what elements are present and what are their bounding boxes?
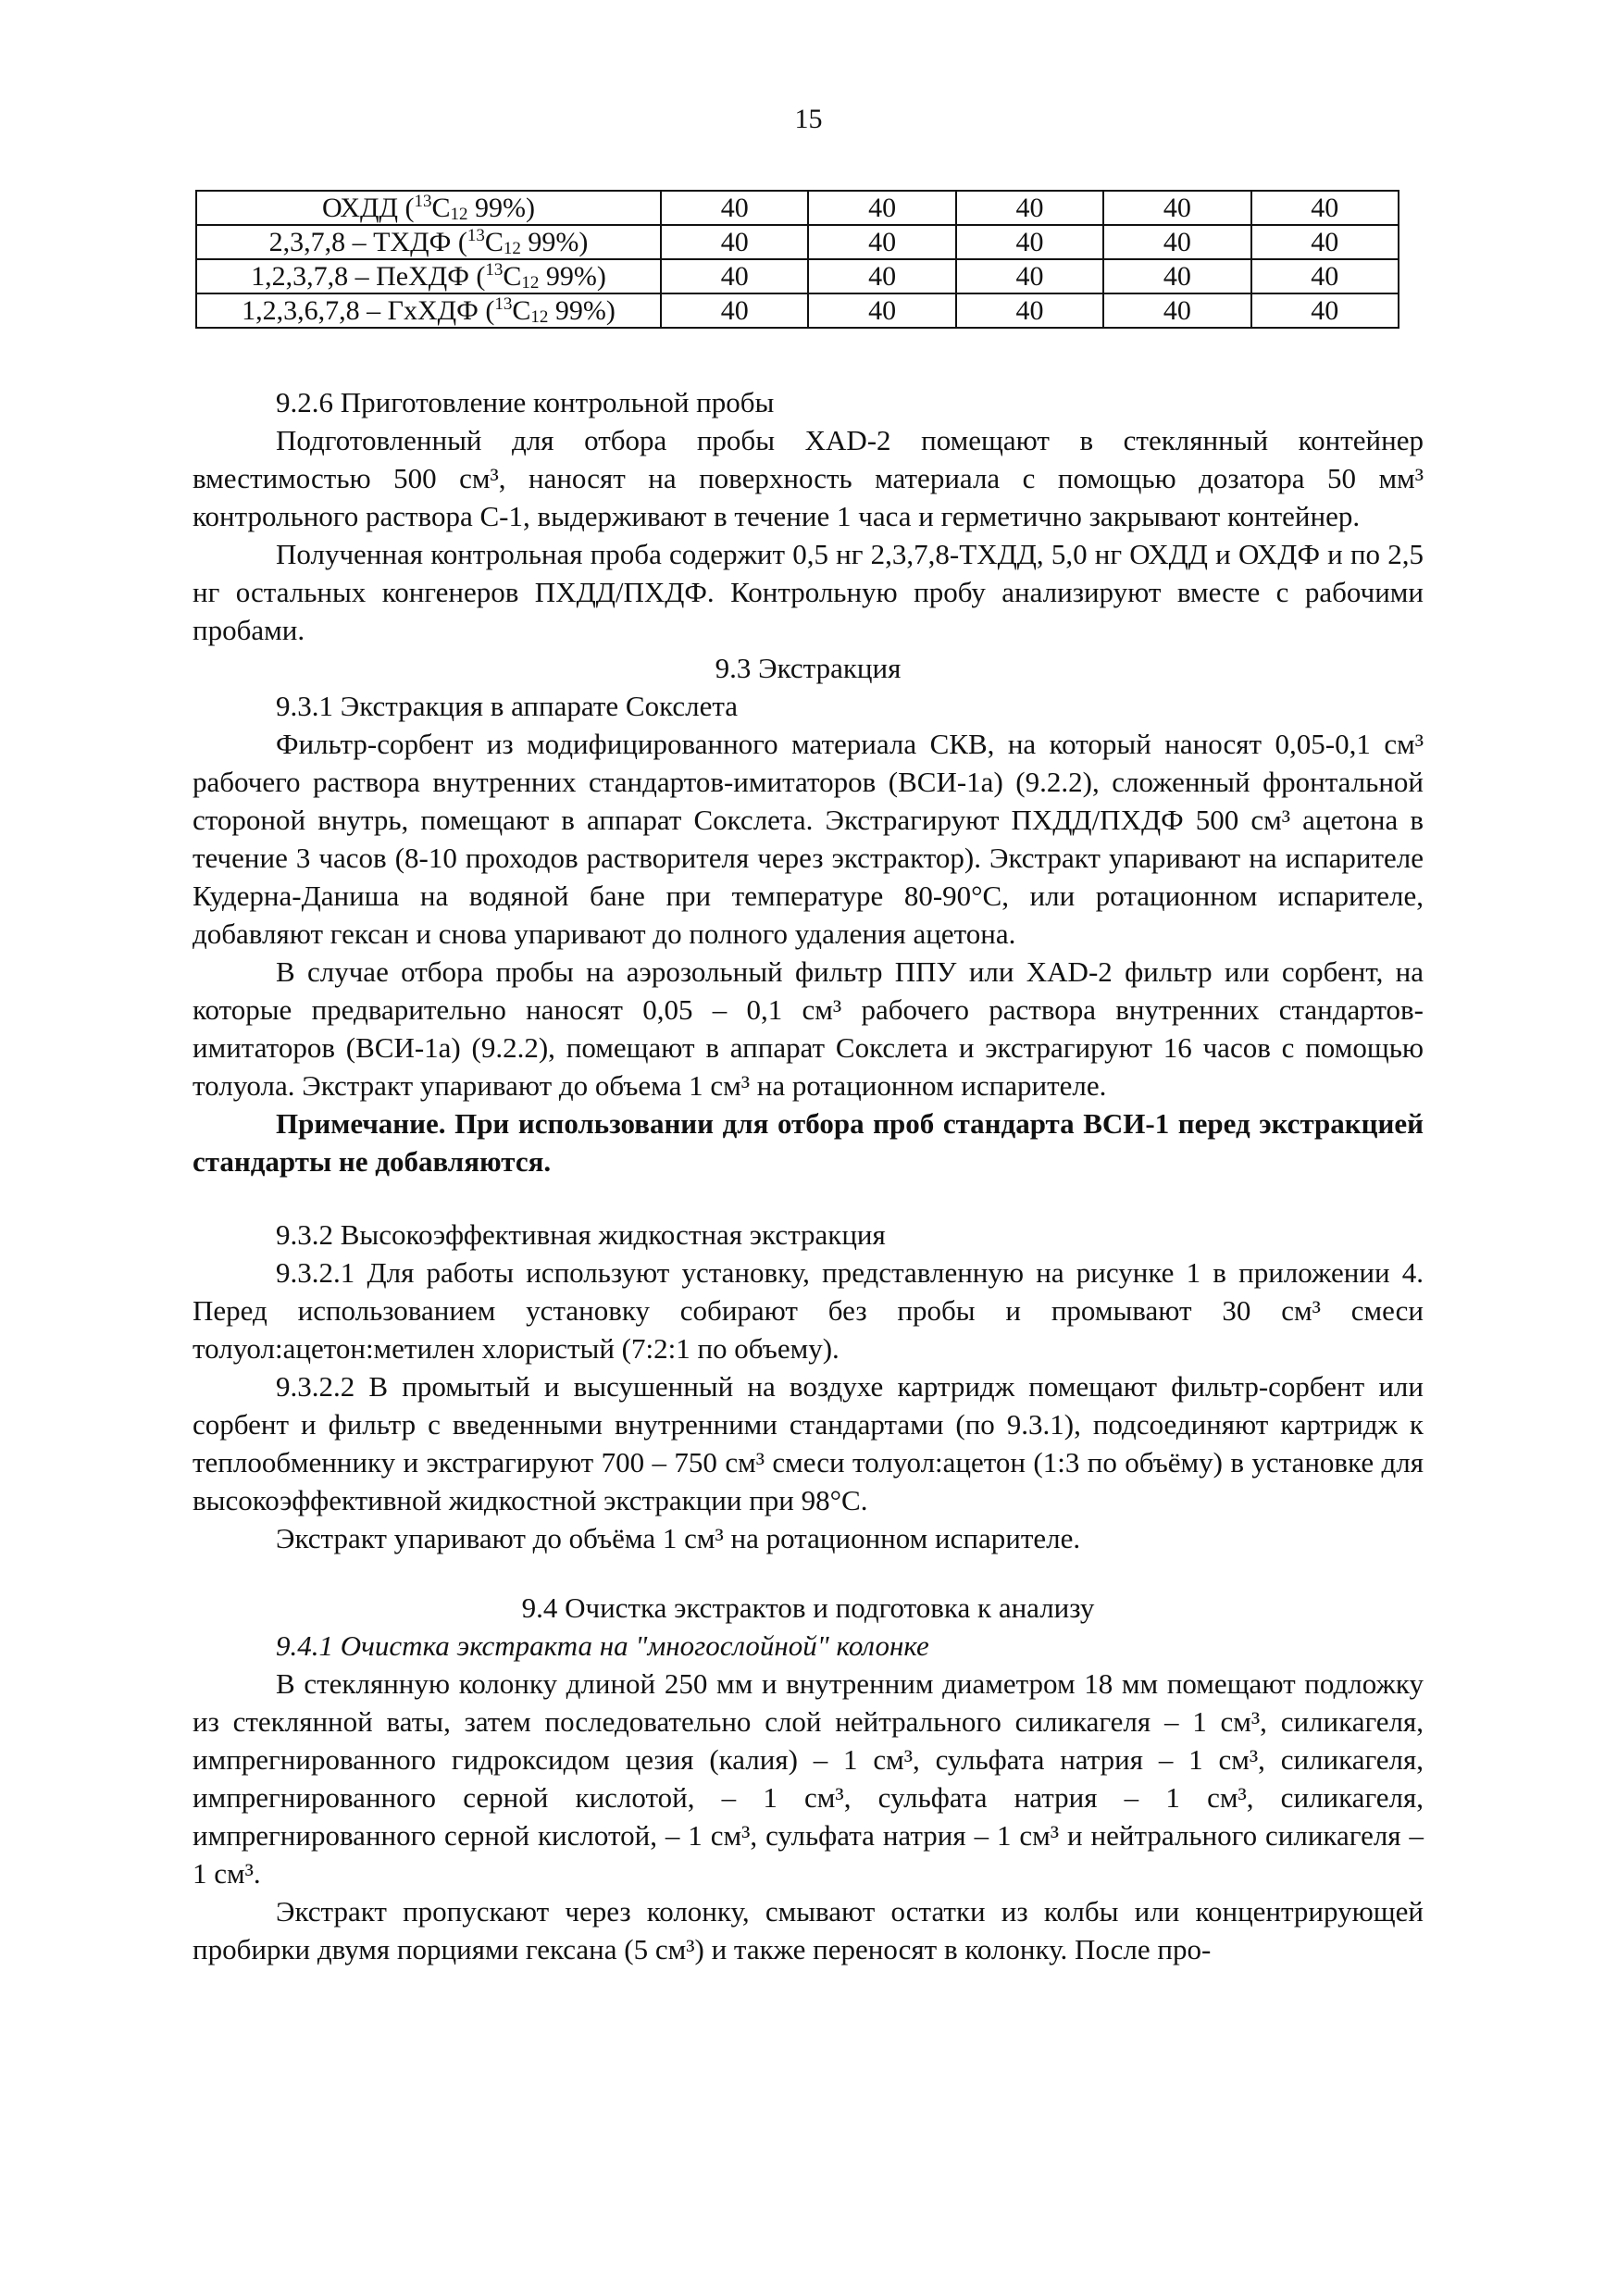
label-element: C (431, 193, 451, 223)
spacer (193, 1557, 1424, 1589)
table-row (196, 259, 1399, 293)
value-cell: 40 (956, 293, 1103, 328)
label-element: C (484, 227, 504, 257)
paragraph: 9.3.2.2 В промытый и высушенный на воздухе картридж помещают фильтр-сорбент или сорбент и фильтр с введенными внутренними стандартами (по 9.3.1), подсоединяют картридж к теплообменнику и экстрагируют 700 – 750 см³ смеси толуол:ацетон (1:3 по объёму) в установке для высокоэффективной жидкостной экстракции при 98°С. (193, 1370, 1424, 1516)
value-cell: 40 (956, 225, 1103, 259)
compound-cell: 1,2,3,7,8 – ПеХДФ ($^{13}C_{12}$ 99%) (196, 259, 661, 293)
value-cell: 40 (661, 225, 808, 259)
compound-name: 1,2,3,7,8 – ПеХДФ (251, 261, 469, 292)
value-cell: 40 (1251, 225, 1399, 259)
value-cell: 40 (661, 191, 808, 225)
note: Примечание. При использовании для отбора проб стандарта ВСИ-1 перед экстракцией стандарты не добавляются. (193, 1107, 1424, 1178)
paragraph: 9.3.2.1 Для работы используют установку, представленную на рисунке 1 в приложении 4. Перед использованием установку собирают без пробы и промывают 30 см³ смеси толуол:ацетон:метилен хлористый (7:2:1 по объему). (193, 1256, 1424, 1365)
value-cell: 40 (1103, 293, 1250, 328)
purity: 99%) (545, 261, 606, 292)
label-element: C (503, 261, 522, 292)
value-cell: 40 (808, 293, 955, 328)
paragraph: В стеклянную колонку длиной 250 мм и внутренним диаметром 18 мм помещают подложку из стеклянной ваты, затем последовательно слой нейтрального силикагеля – 1 см³, силикагеля, импрегнированного гидроксидом цезия (калия) – 1 см³, сульфата натрия – 1 см³, силикагеля, импрегнированного серной кислотой, – 1 см³, сульфата натрия – 1 см³, силикагеля, импрегнированного серной кислотой, – 1 см³, сульфата натрия – 1 см³ и нейтрального силикагеля – 1 см³. (193, 1667, 1424, 1890)
value-cell: 40 (1251, 191, 1399, 225)
value-cell: 40 (661, 259, 808, 293)
value-cell: 40 (1103, 191, 1250, 225)
value-cell: 40 (1251, 293, 1399, 328)
value-cell: 40 (808, 191, 955, 225)
compound-cell: 1,2,3,6,7,8 – ГхХДФ ($^{13}C_{12}$ 99%) (196, 293, 661, 328)
section-heading-9-2-6: 9.2.6 Приготовление контрольной пробы (276, 386, 775, 418)
label-element: C (512, 295, 531, 326)
purity: 99%) (528, 227, 589, 257)
value-cell: 40 (1251, 259, 1399, 293)
subsection-heading-9-3-2: 9.3.2 Высокоэффективная жидкостная экстракция (276, 1218, 886, 1251)
carbon-count: 12 (530, 307, 549, 327)
carbon-count: 12 (450, 205, 468, 224)
compound-name: 1,2,3,6,7,8 – ГхХДФ (242, 295, 479, 326)
compound-name: ОХДД (322, 193, 398, 223)
spacer (193, 1180, 1424, 1216)
value-cell: 40 (661, 293, 808, 328)
purity: 99%) (474, 193, 535, 223)
isotope-mass: 13 (494, 294, 513, 314)
purity: 99%) (554, 295, 616, 326)
document-body (193, 383, 1424, 1968)
value-cell: 40 (808, 259, 955, 293)
compound-name: 2,3,7,8 – ТХДФ (268, 227, 452, 257)
isotope-mass: 13 (414, 192, 432, 211)
value-cell: 40 (956, 191, 1103, 225)
paragraph: Экстракт пропускают через колонку, смывают остатки из колбы или концентрирующей пробирки двумя порциями гексана (5 см³) и также переносят в колонку. После про- (193, 1895, 1424, 1965)
table-row (196, 225, 1399, 259)
carbon-count: 12 (521, 273, 540, 293)
paragraph: Фильтр-сорбент из модифицированного материала СКВ, на который наносят 0,05-0,1 см³ рабочего раствора внутренних стандартов-имитаторов (ВСИ-1а) (9.2.2), сложенный фронтальной стороной внутрь, помещают в аппарат Сокслета. Экстрагируют ПХДД/ПХДФ 500 см³ ацетона в течение 3 часов (8-10 проходов растворителя через экстрактор). Экстракт упаривают на испарителе Кудерна-Даниша на водяной бане при температуре 80-90°С, или ротационном испарителе, добавляют гексан и снова упаривают до полного удаления ацетона. (193, 728, 1424, 950)
compound-cell: ОХДД ($^{13}C_{12}$ 99%) (196, 191, 661, 225)
paragraph: В случае отбора пробы на аэрозольный фильтр ППУ или XAD-2 фильтр или сорбент, на которые предварительно наносят 0,05 – 0,1 см³ рабочего раствора внутренних стандартов-имитаторов (ВСИ-1а) (9.2.2), помещают в аппарат Сокслета и экстрагируют 16 часов с помощью толуола. Экстракт упаривают до объема 1 см³ на ротационном испарителе. (193, 955, 1424, 1102)
page-number: 15 (794, 104, 823, 134)
subsection-heading-9-4-1: 9.4.1 Очистка экстракта на "многослойной" колонке (276, 1629, 929, 1662)
value-cell: 40 (1103, 259, 1250, 293)
paragraph: Экстракт упаривают до объёма 1 см³ на ротационном испарителе. (276, 1522, 1081, 1554)
table-row (196, 293, 1399, 328)
isotope-mass: 13 (485, 260, 504, 280)
subsection-heading-9-3-1: 9.3.1 Экстракция в аппарате Сокслета (276, 690, 739, 722)
section-heading-9-4: 9.4 Очистка экстрактов и подготовка к анализу (521, 1591, 1095, 1624)
standards-table (195, 190, 1399, 329)
value-cell: 40 (808, 225, 955, 259)
paragraph: Полученная контрольная проба содержит 0,5 нг 2,3,7,8-ТХДД, 5,0 нг ОХДД и ОХДФ и по 2,5 нг остальных конгенеров ПХДД/ПХДФ. Контрольную пробу анализируют вместе с рабочими пробами. (193, 538, 1424, 646)
value-cell: 40 (956, 259, 1103, 293)
carbon-count: 12 (503, 239, 521, 258)
section-heading-9-3: 9.3 Экстракция (715, 652, 902, 684)
value-cell: 40 (1103, 225, 1250, 259)
isotope-mass: 13 (466, 226, 485, 245)
paragraph: Подготовленный для отбора пробы XAD-2 помещают в стеклянный контейнер вместимостью 500 см³, наносят на поверхность материала с помощью дозатора 50 мм³ контрольного раствора С-1, выдерживают в течение 1 часа и герметично закрывают контейнер. (193, 424, 1424, 532)
compound-cell: 2,3,7,8 – ТХДФ ($^{13}C_{12}$ 99%) (196, 225, 661, 259)
table-row (196, 191, 1399, 225)
